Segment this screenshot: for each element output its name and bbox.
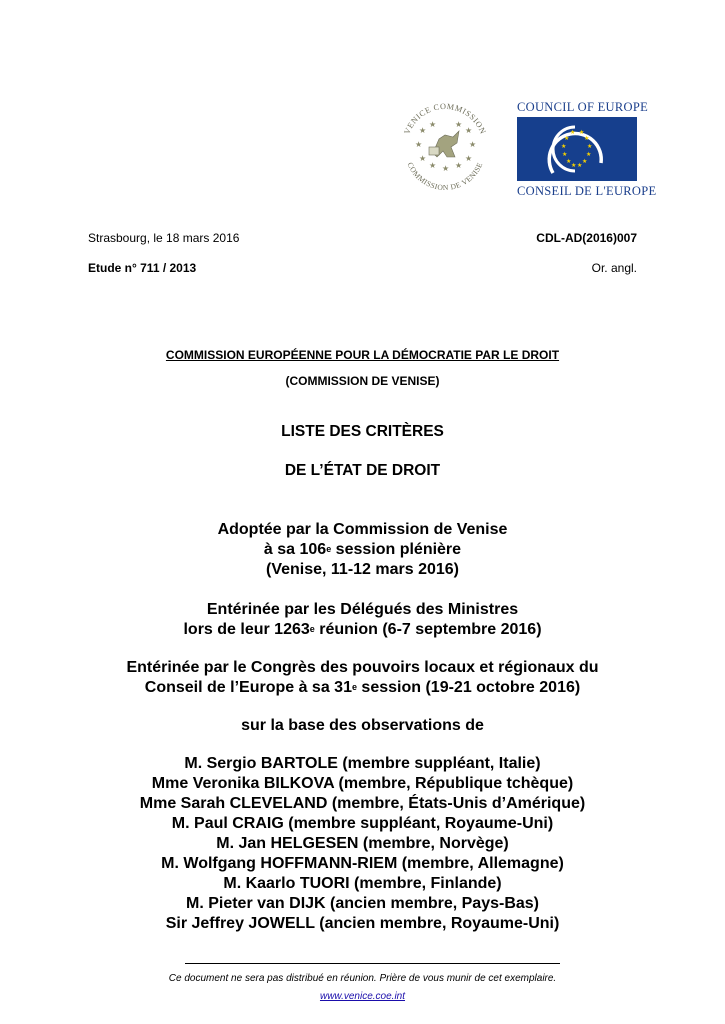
winged-lion-icon bbox=[429, 131, 459, 157]
adoption-block bbox=[0, 520, 725, 580]
svg-text:★: ★ bbox=[415, 140, 423, 149]
place-date: Strasbourg, le 18 mars 2016 bbox=[88, 231, 240, 245]
coe-logo-emblem bbox=[517, 117, 637, 181]
website-link[interactable]: www.venice.coe.int bbox=[319, 991, 406, 1002]
svg-text:★: ★ bbox=[579, 130, 585, 136]
rapporteur-item: M. Wolfgang HOFFMANN-RIEM (membre, Allemagne) bbox=[161, 855, 564, 872]
footer-note: Ce document ne sera pas distribué en réunion. Prière de vous munir de cet exemplaire. bbox=[168, 973, 557, 984]
footer-link-wrapper bbox=[0, 986, 725, 1004]
svg-text:★: ★ bbox=[465, 126, 473, 135]
svg-text:★: ★ bbox=[429, 120, 437, 129]
rapporteur-item: M. Paul CRAIG (membre suppléant, Royaume-Uni) bbox=[171, 815, 554, 832]
document-title-line-1: LISTE DES CRITÈRES bbox=[281, 423, 444, 440]
svg-text:VENICE COMMISSION bbox=[402, 102, 487, 136]
venice-commission-seal-logo bbox=[395, 95, 495, 195]
study-number: Etude n° 711 / 2013 bbox=[88, 261, 197, 275]
coe-logo-top-text: COUNCIL OF EUROPE bbox=[517, 100, 649, 114]
rapporteur-item: M. Kaarlo TUORI (membre, Finlande) bbox=[223, 875, 502, 892]
congress-line-2: Conseil de l’Europe à sa 31e session (19-21 octobre 2016) bbox=[144, 679, 581, 696]
svg-text:★: ★ bbox=[582, 159, 588, 165]
rapporteur-item: M. Sergio BARTOLE (membre suppléant, Italie) bbox=[184, 755, 541, 772]
svg-text:★: ★ bbox=[570, 130, 576, 136]
commission-name: COMMISSION EUROPÉENNE POUR LA DÉMOCRATIE PAR LE DROIT bbox=[165, 348, 560, 362]
rapporteurs-list bbox=[0, 754, 725, 934]
svg-text:★: ★ bbox=[455, 161, 463, 170]
rapporteur-item: M. Pieter van DIJK (ancien membre, Pays-Bas) bbox=[185, 895, 540, 912]
rapporteur-item: M. Jan HELGESEN (membre, Norvège) bbox=[216, 835, 509, 852]
svg-text:★: ★ bbox=[562, 152, 568, 158]
svg-text:★: ★ bbox=[419, 154, 427, 163]
svg-text:★: ★ bbox=[587, 144, 593, 150]
svg-text:★: ★ bbox=[566, 159, 572, 165]
svg-text:★: ★ bbox=[586, 152, 592, 158]
coe-stars-icon bbox=[517, 117, 637, 181]
seal-bottom-text: COMMISSION DE VENISE bbox=[405, 160, 485, 193]
rapporteur-item: Mme Veronika BILKOVA (membre, République tchèque) bbox=[151, 775, 574, 792]
document-reference: CDL-AD(2016)007 bbox=[536, 231, 637, 245]
rapporteur-item: Sir Jeffrey JOWELL (ancien membre, Royaume-Uni) bbox=[165, 915, 560, 932]
svg-text:★: ★ bbox=[584, 136, 590, 142]
observations-intro: sur la base des observations de bbox=[241, 717, 484, 734]
svg-text:★: ★ bbox=[571, 163, 577, 169]
ministers-line-2: lors de leur 1263e réunion (6-7 septembre 2016) bbox=[183, 621, 542, 638]
ministers-line-1: Entérinée par les Délégués des Ministres bbox=[206, 601, 519, 618]
original-language: Or. angl. bbox=[591, 261, 637, 275]
seal-top-text: VENICE COMMISSION bbox=[402, 101, 488, 136]
ministers-endorsement-block bbox=[0, 600, 725, 640]
rapporteur-item: Mme Sarah CLEVELAND (membre, États-Unis d’Amérique) bbox=[139, 795, 586, 812]
adoption-line-2: à sa 106e session plénière bbox=[263, 541, 462, 558]
svg-text:★: ★ bbox=[465, 154, 473, 163]
svg-text:★: ★ bbox=[561, 144, 567, 150]
svg-text:★: ★ bbox=[564, 136, 570, 142]
svg-text:★: ★ bbox=[429, 161, 437, 170]
footer-divider bbox=[185, 963, 560, 964]
coe-logo-bottom-text: CONSEIL DE L'EUROPE bbox=[517, 184, 657, 198]
svg-text:★: ★ bbox=[469, 140, 477, 149]
congress-line-1: Entérinée par le Congrès des pouvoirs locaux et régionaux du bbox=[126, 659, 599, 676]
svg-text:★: ★ bbox=[419, 126, 427, 135]
adoption-line-1: Adoptée par la Commission de Venise bbox=[217, 521, 508, 538]
council-of-europe-logo bbox=[517, 100, 657, 198]
svg-text:★: ★ bbox=[442, 164, 450, 173]
adoption-line-3: (Venise, 11-12 mars 2016) bbox=[265, 561, 460, 578]
document-title-line-2: DE L’ÉTAT DE DROIT bbox=[284, 462, 441, 479]
congress-endorsement-block bbox=[0, 658, 725, 698]
svg-text:★: ★ bbox=[455, 120, 463, 129]
commission-short-name: (COMMISSION DE VENISE) bbox=[285, 374, 440, 388]
svg-text:★: ★ bbox=[577, 163, 583, 169]
